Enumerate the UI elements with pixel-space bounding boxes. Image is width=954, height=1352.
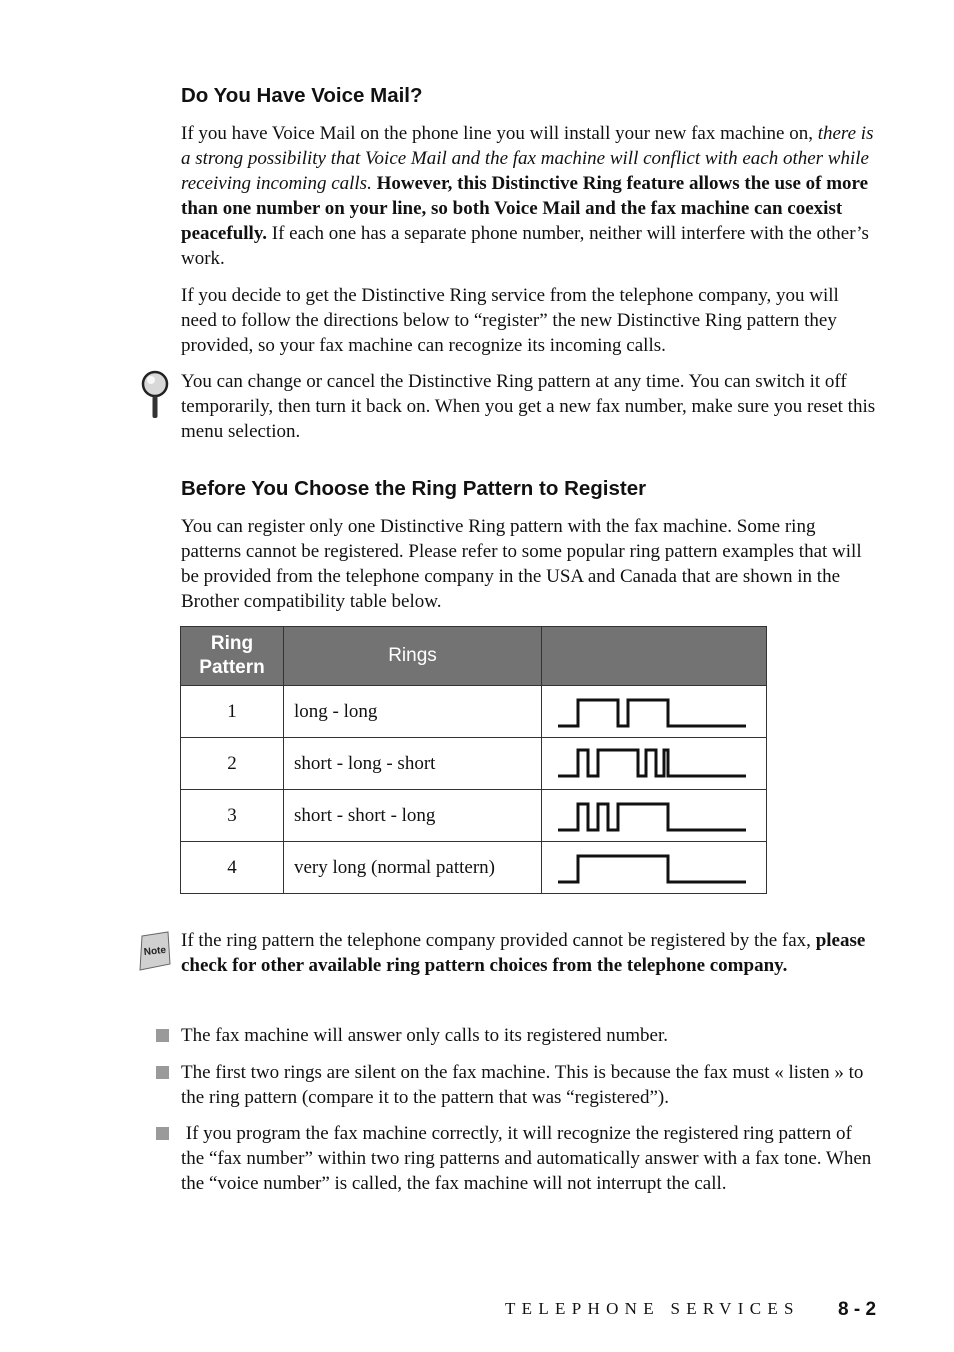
bullet-item-1: The fax machine will answer only calls to its registered number.: [181, 1025, 668, 1046]
table-header-row: [181, 627, 767, 686]
table-row: [181, 790, 767, 842]
tip-text: You can change or cancel the Distinctive Ring pattern at any time. You can switch it off temporarily, then turn it back on. When you get a new fax number, make sure you reset this menu selection.: [181, 371, 876, 442]
row-number: 4: [181, 842, 284, 894]
heading-ring-pattern: Before You Choose the Ring Pattern to Register: [181, 477, 647, 500]
distinctive-ring-paragraph: If you decide to get the Distinctive Ring service from the telephone company, you will need to follow the directions below to “register” the new Distinctive Ring pattern they provided, so your fax machine can recognize its incoming calls.: [181, 285, 839, 356]
square-bullet-icon: [156, 1029, 169, 1042]
row-number: 1: [181, 686, 284, 738]
register-paragraph: You can register only one Distinctive Ring pattern with the fax machine. Some ring patterns cannot be registered. Please refer to some popular ring pattern examples that will be provided from the telephone company in the USA and Canada that are shown in the Brother compatibility table below.: [181, 516, 862, 612]
square-bullet-icon: [156, 1066, 169, 1079]
bullet-item-2: The first two rings are silent on the fax machine. This is because the fax must « listen » to the ring pattern (compare it to the pattern that was “registered”).: [181, 1062, 864, 1108]
heading-voice-mail: Do You Have Voice Mail?: [181, 84, 423, 107]
table-row: [181, 686, 767, 738]
note-text: [181, 928, 876, 978]
ring-waveform-short-long-short: [542, 738, 767, 790]
header-rings: Rings: [284, 627, 542, 686]
magnifier-tip-icon: [140, 369, 170, 426]
ring-waveform-short-short-long: [542, 790, 767, 842]
note-icon-label: Note: [143, 944, 167, 959]
bullet-item-3: If you program the fax machine correctly, it will recognize the registered ring pattern of the “fax number” within two ring patterns and automatically answer with a fax tone. When the “voice number” is called, the fax machine will not interrupt the call.: [181, 1123, 877, 1194]
row-number: 2: [181, 738, 284, 790]
note-text-normal: If the ring pattern the telephone company provided cannot be registered by the fax,: [181, 930, 816, 951]
paragraph-text-bold: However, this Distinctive Ring feature allows the use of more than one number on your line, so both Voice Mail and the fax machine can coexist peacefully.: [181, 173, 869, 244]
row-rings: very long (normal pattern): [284, 842, 542, 894]
ring-waveform-very-long: [542, 842, 767, 894]
paragraph-text-normal: If you have Voice Mail on the phone line you will install your new fax machine on,: [181, 123, 818, 144]
note-icon: [136, 930, 174, 977]
voice-mail-paragraph: [181, 121, 876, 271]
footer-section-title: TELEPHONE SERVICES: [505, 1299, 800, 1318]
table-row: [181, 738, 767, 790]
row-rings: short - short - long: [284, 790, 542, 842]
row-rings: short - long - short: [284, 738, 542, 790]
page-number: 8 - 2: [838, 1299, 877, 1320]
row-rings: long - long: [284, 686, 542, 738]
paragraph-text-italic: there is a strong possibility that Voice Mail and the fax machine will conflict with each other while receiving incoming calls.: [181, 123, 874, 194]
header-pattern: [542, 627, 767, 686]
row-number: 3: [181, 790, 284, 842]
note-text-bold: please check for other available ring pattern choices from the telephone company.: [181, 930, 866, 976]
table-row: [181, 842, 767, 894]
ring-waveform-long-long: [542, 686, 767, 738]
paragraph-text-end: If each one has a separate phone number, neither will interfere with the other’s work.: [181, 223, 869, 269]
header-ring-pattern: Ring Pattern: [181, 627, 284, 686]
square-bullet-icon: [156, 1127, 169, 1140]
ring-pattern-table: [180, 626, 767, 894]
